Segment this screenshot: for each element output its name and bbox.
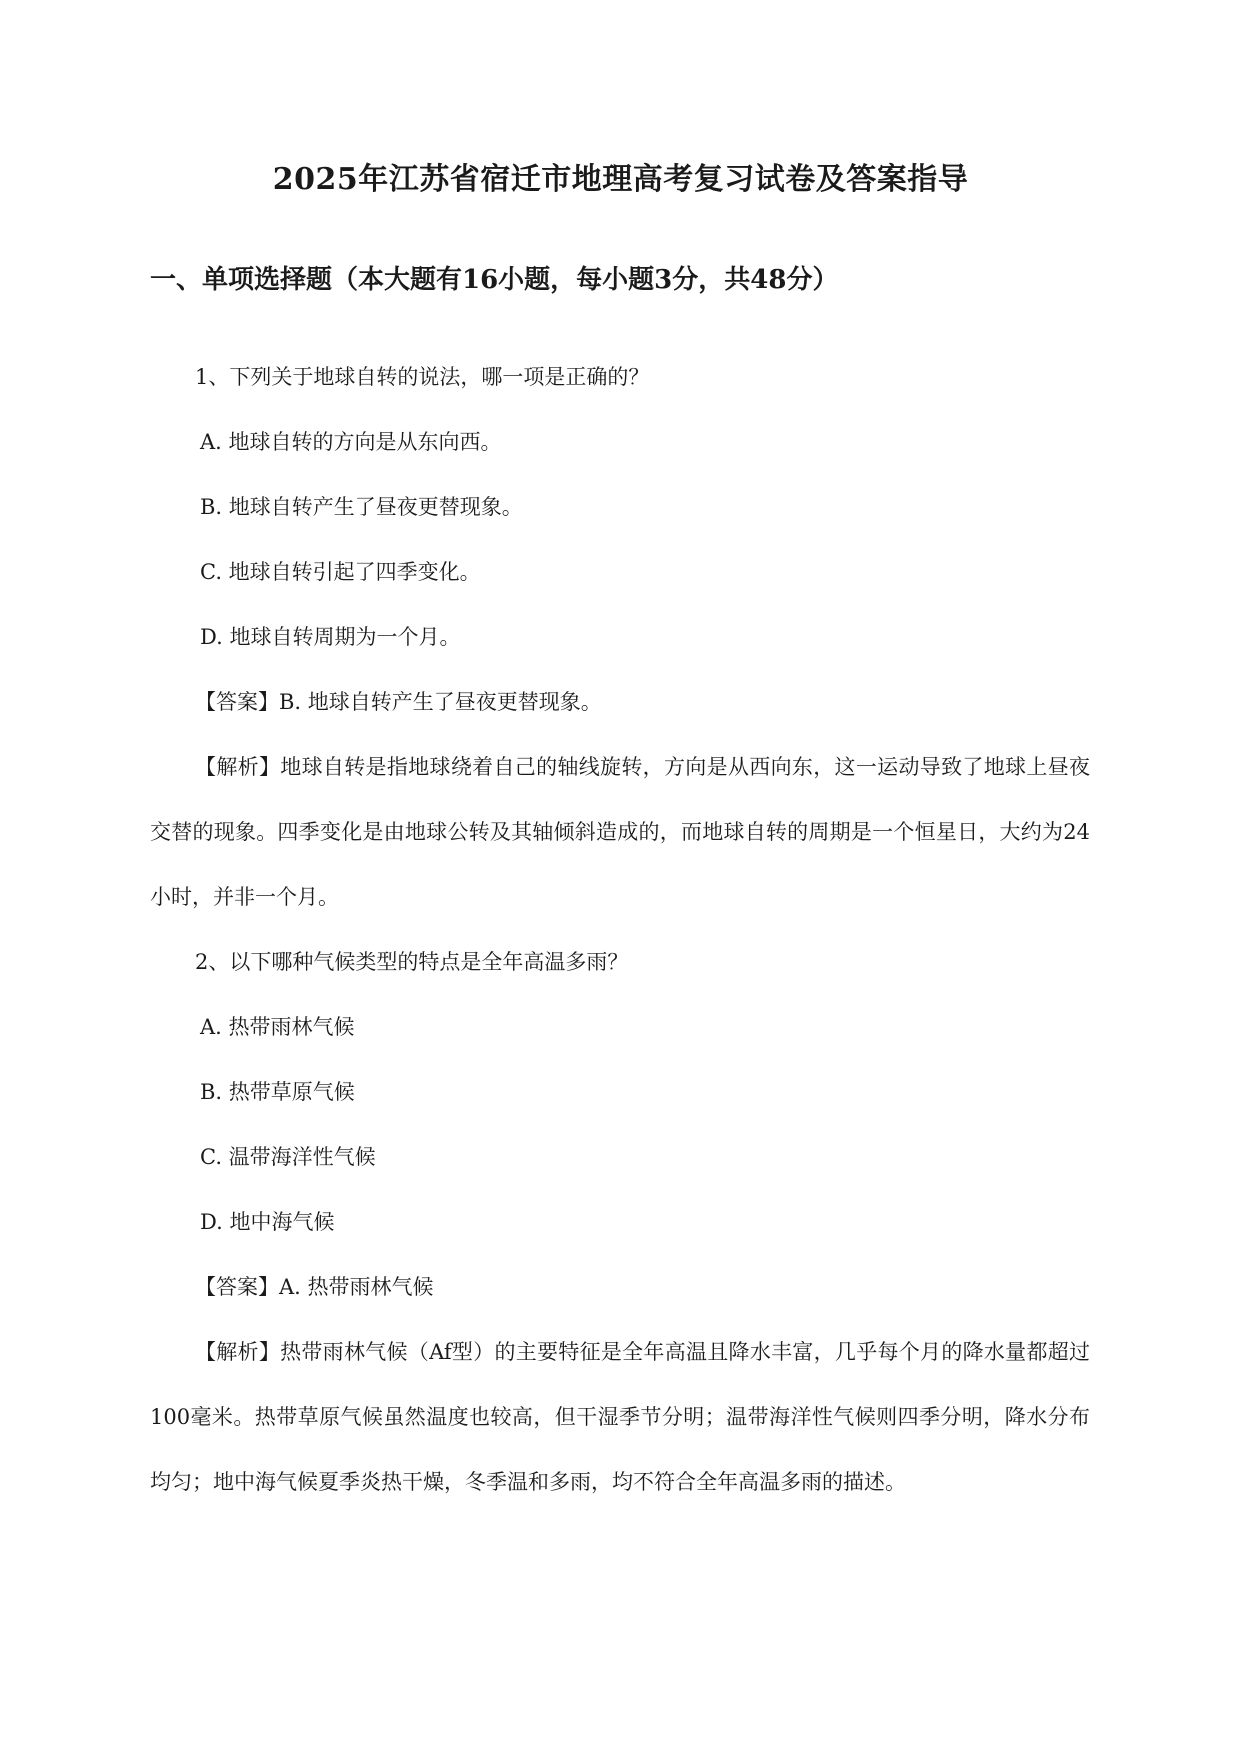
option-a: A. 地球自转的方向是从东向西。 xyxy=(200,430,502,454)
answer-tag: 【答案】 xyxy=(195,690,279,714)
option-d: D. 地球自转周期为一个月。 xyxy=(200,625,461,649)
document-title: 2025年江苏省宿迁市地理高考复习试卷及答案指导 xyxy=(272,162,969,197)
answer-text: A. 热带雨林气候 xyxy=(279,1275,434,1299)
analysis-text: 地球自转是指地球绕着自己的轴线旋转，方向是从西向东，这一运动导致了地球上昼夜交替的现象。四季变化是由地球公转及其轴倾斜造成的，而地球自转的周期是一个恒星日，大约为24小时，并非一个月。 xyxy=(150,755,1091,909)
question-stem: 1、下列关于地球自转的说法，哪一项是正确的？ xyxy=(195,365,650,389)
option-c: C. 温带海洋性气候 xyxy=(200,1145,376,1169)
analysis-tag: 【解析】 xyxy=(195,755,281,779)
option-a: A. 热带雨林气候 xyxy=(200,1015,355,1039)
analysis-paragraph xyxy=(150,735,1090,930)
question-2 xyxy=(150,930,1090,1515)
question-1 xyxy=(150,345,1090,930)
section-heading: 一、单项选择题（本大题有16小题，每小题3分，共48分） xyxy=(150,265,839,295)
option-b: B. 地球自转产生了昼夜更替现象。 xyxy=(200,495,523,519)
answer-text: B. 地球自转产生了昼夜更替现象。 xyxy=(279,690,602,714)
question-stem: 2、以下哪种气候类型的特点是全年高温多雨？ xyxy=(195,950,629,974)
option-c: C. 地球自转引起了四季变化。 xyxy=(200,560,481,584)
analysis-paragraph xyxy=(150,1320,1090,1515)
analysis-tag: 【解析】 xyxy=(195,1340,281,1364)
question-list xyxy=(150,345,1090,1515)
answer-line xyxy=(150,670,1090,735)
analysis-text: 热带雨林气候（Af型）的主要特征是全年高温且降水丰富，几乎每个月的降水量都超过100毫米。热带草原气候虽然温度也较高，但干湿季节分明；温带海洋性气候则四季分明，降水分布均匀；地中海气候夏季炎热干燥，冬季温和多雨，均不符合全年高温多雨的描述。 xyxy=(150,1340,1090,1494)
answer-tag: 【答案】 xyxy=(195,1275,279,1299)
option-d: D. 地中海气候 xyxy=(200,1210,335,1234)
answer-line xyxy=(150,1255,1090,1320)
option-b: B. 热带草原气候 xyxy=(200,1080,355,1104)
